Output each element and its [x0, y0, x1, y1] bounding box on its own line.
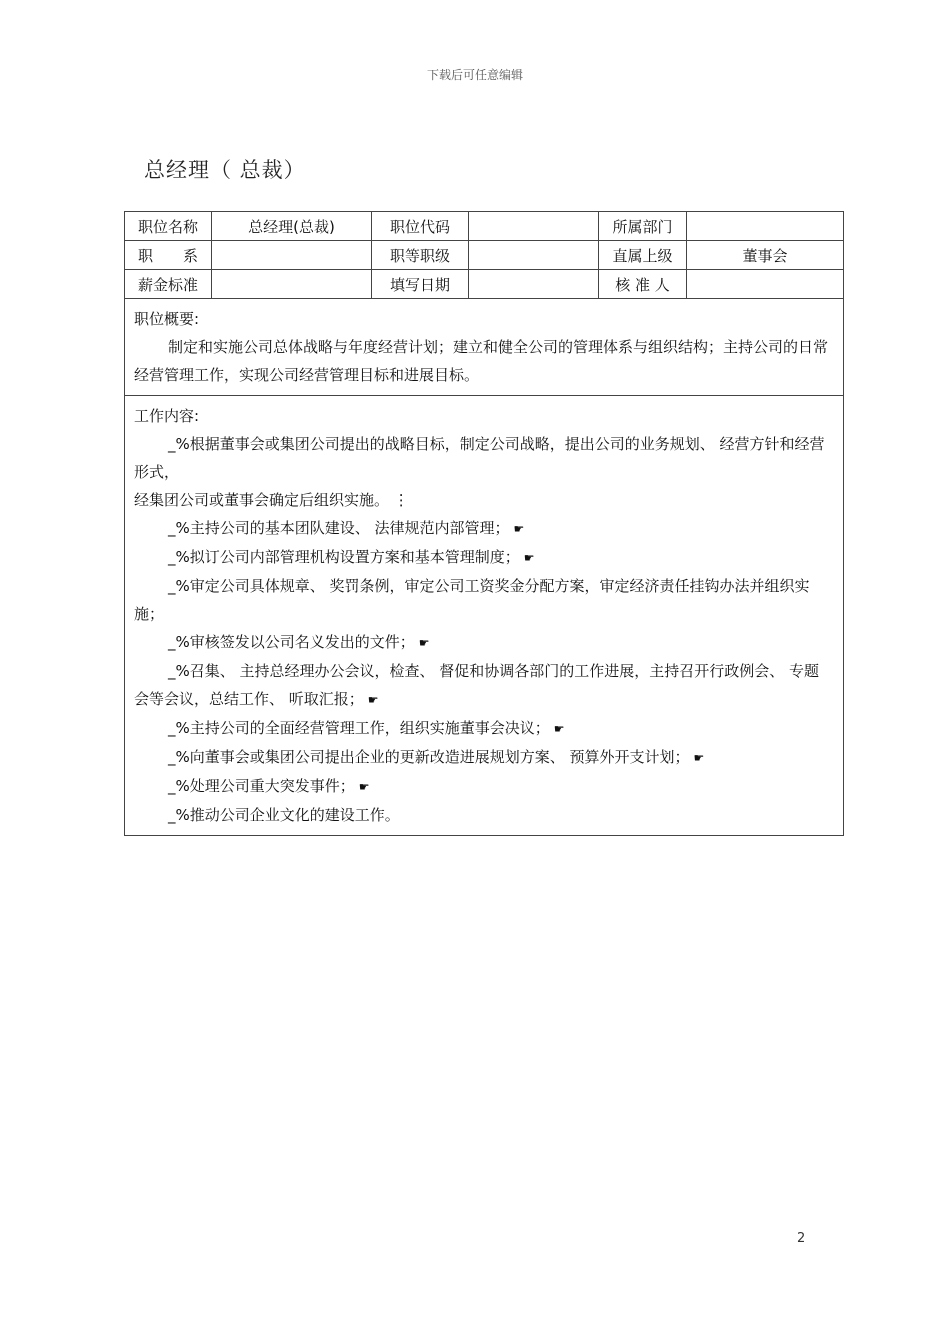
label-cell: 填写日期 [372, 270, 469, 299]
page-number: 2 [797, 1231, 806, 1246]
label-cell: 职位代码 [372, 212, 469, 241]
document-title: 总经理（ 总裁） [144, 158, 306, 182]
label-cell: 核 准 人 [599, 270, 687, 299]
work-item: _%召集、 主持总经理办公会议，检查、 督促和协调各部门的工作进展，主持召开行政例会、 专题会等会议，总结工作、 听取汇报； ☛ [134, 662, 820, 708]
pointing-hand-icon: ☛ [513, 522, 525, 536]
summary-label: 职位概要: [134, 310, 200, 328]
work-item: _%根据董事会或集团公司提出的战略目标，制定公司战略，提出公司的业务规划、 经营方针和经营形式， [134, 435, 825, 481]
summary-text: 制定和实施公司总体战略与年度经营计划；建立和健全公司的管理体系与组织结构；主持公司的日常经营管理工作，实现公司经营管理目标和进展目标。 [134, 338, 829, 384]
pointing-hand-icon: ☛ [367, 693, 379, 707]
work-item: _%拟订公司内部管理机构设置方案和基本管理制度； ☛ [168, 548, 535, 566]
pointing-hand-icon: ☛ [358, 780, 370, 794]
summary-section [125, 299, 844, 396]
work-label: 工作内容: [134, 407, 200, 425]
label-cell: 薪金标准 [125, 270, 212, 299]
value-cell [469, 241, 599, 270]
label-cell: 职 系 [125, 241, 212, 270]
pointing-hand-icon: ☛ [553, 722, 565, 736]
pointing-hand-icon: ☛ [418, 636, 430, 650]
work-item: _%主持公司的基本团队建设、 法律规范内部管理； ☛ [168, 519, 525, 537]
label-cell: 直属上级 [599, 241, 687, 270]
header-note: 下载后可任意编辑 [426, 68, 523, 82]
work-item: _%推动公司企业文化的建设工作。 [168, 806, 400, 824]
label-cell: 所属部门 [599, 212, 687, 241]
pointing-hand-icon: ☛ [693, 751, 705, 765]
value-cell [687, 212, 844, 241]
value-cell [687, 270, 844, 299]
work-item: _%处理公司重大突发事件； ☛ [168, 777, 370, 795]
label-cell: 职等职级 [372, 241, 469, 270]
info-row [125, 241, 844, 270]
info-row [125, 270, 844, 299]
work-item: _%审核签发以公司名义发出的文件； ☛ [168, 633, 430, 651]
pointing-hand-icon: ☛ [523, 551, 535, 565]
value-cell [212, 270, 372, 299]
work-item: _%向董事会或集团公司提出企业的更新改造进展规划方案、 预算外开支计划； ☛ [168, 748, 705, 766]
value-cell [469, 270, 599, 299]
value-cell [469, 212, 599, 241]
label-cell: 职位名称 [125, 212, 212, 241]
value-cell [212, 241, 372, 270]
info-row [125, 212, 844, 241]
work-item: _%审定公司具体规章、 奖罚条例，审定公司工资奖金分配方案，审定经济责任挂钩办法并组织实施； [134, 577, 810, 623]
work-section [125, 396, 844, 836]
value-cell: 董事会 [687, 241, 844, 270]
work-item-continuation: 经集团公司或董事会确定后组织实施。 ⋮ [134, 491, 409, 509]
value-cell: 总经理(总裁) [212, 212, 372, 241]
job-description-table [124, 211, 844, 836]
work-item: _%主持公司的全面经营管理工作，组织实施董事会决议； ☛ [168, 719, 565, 737]
